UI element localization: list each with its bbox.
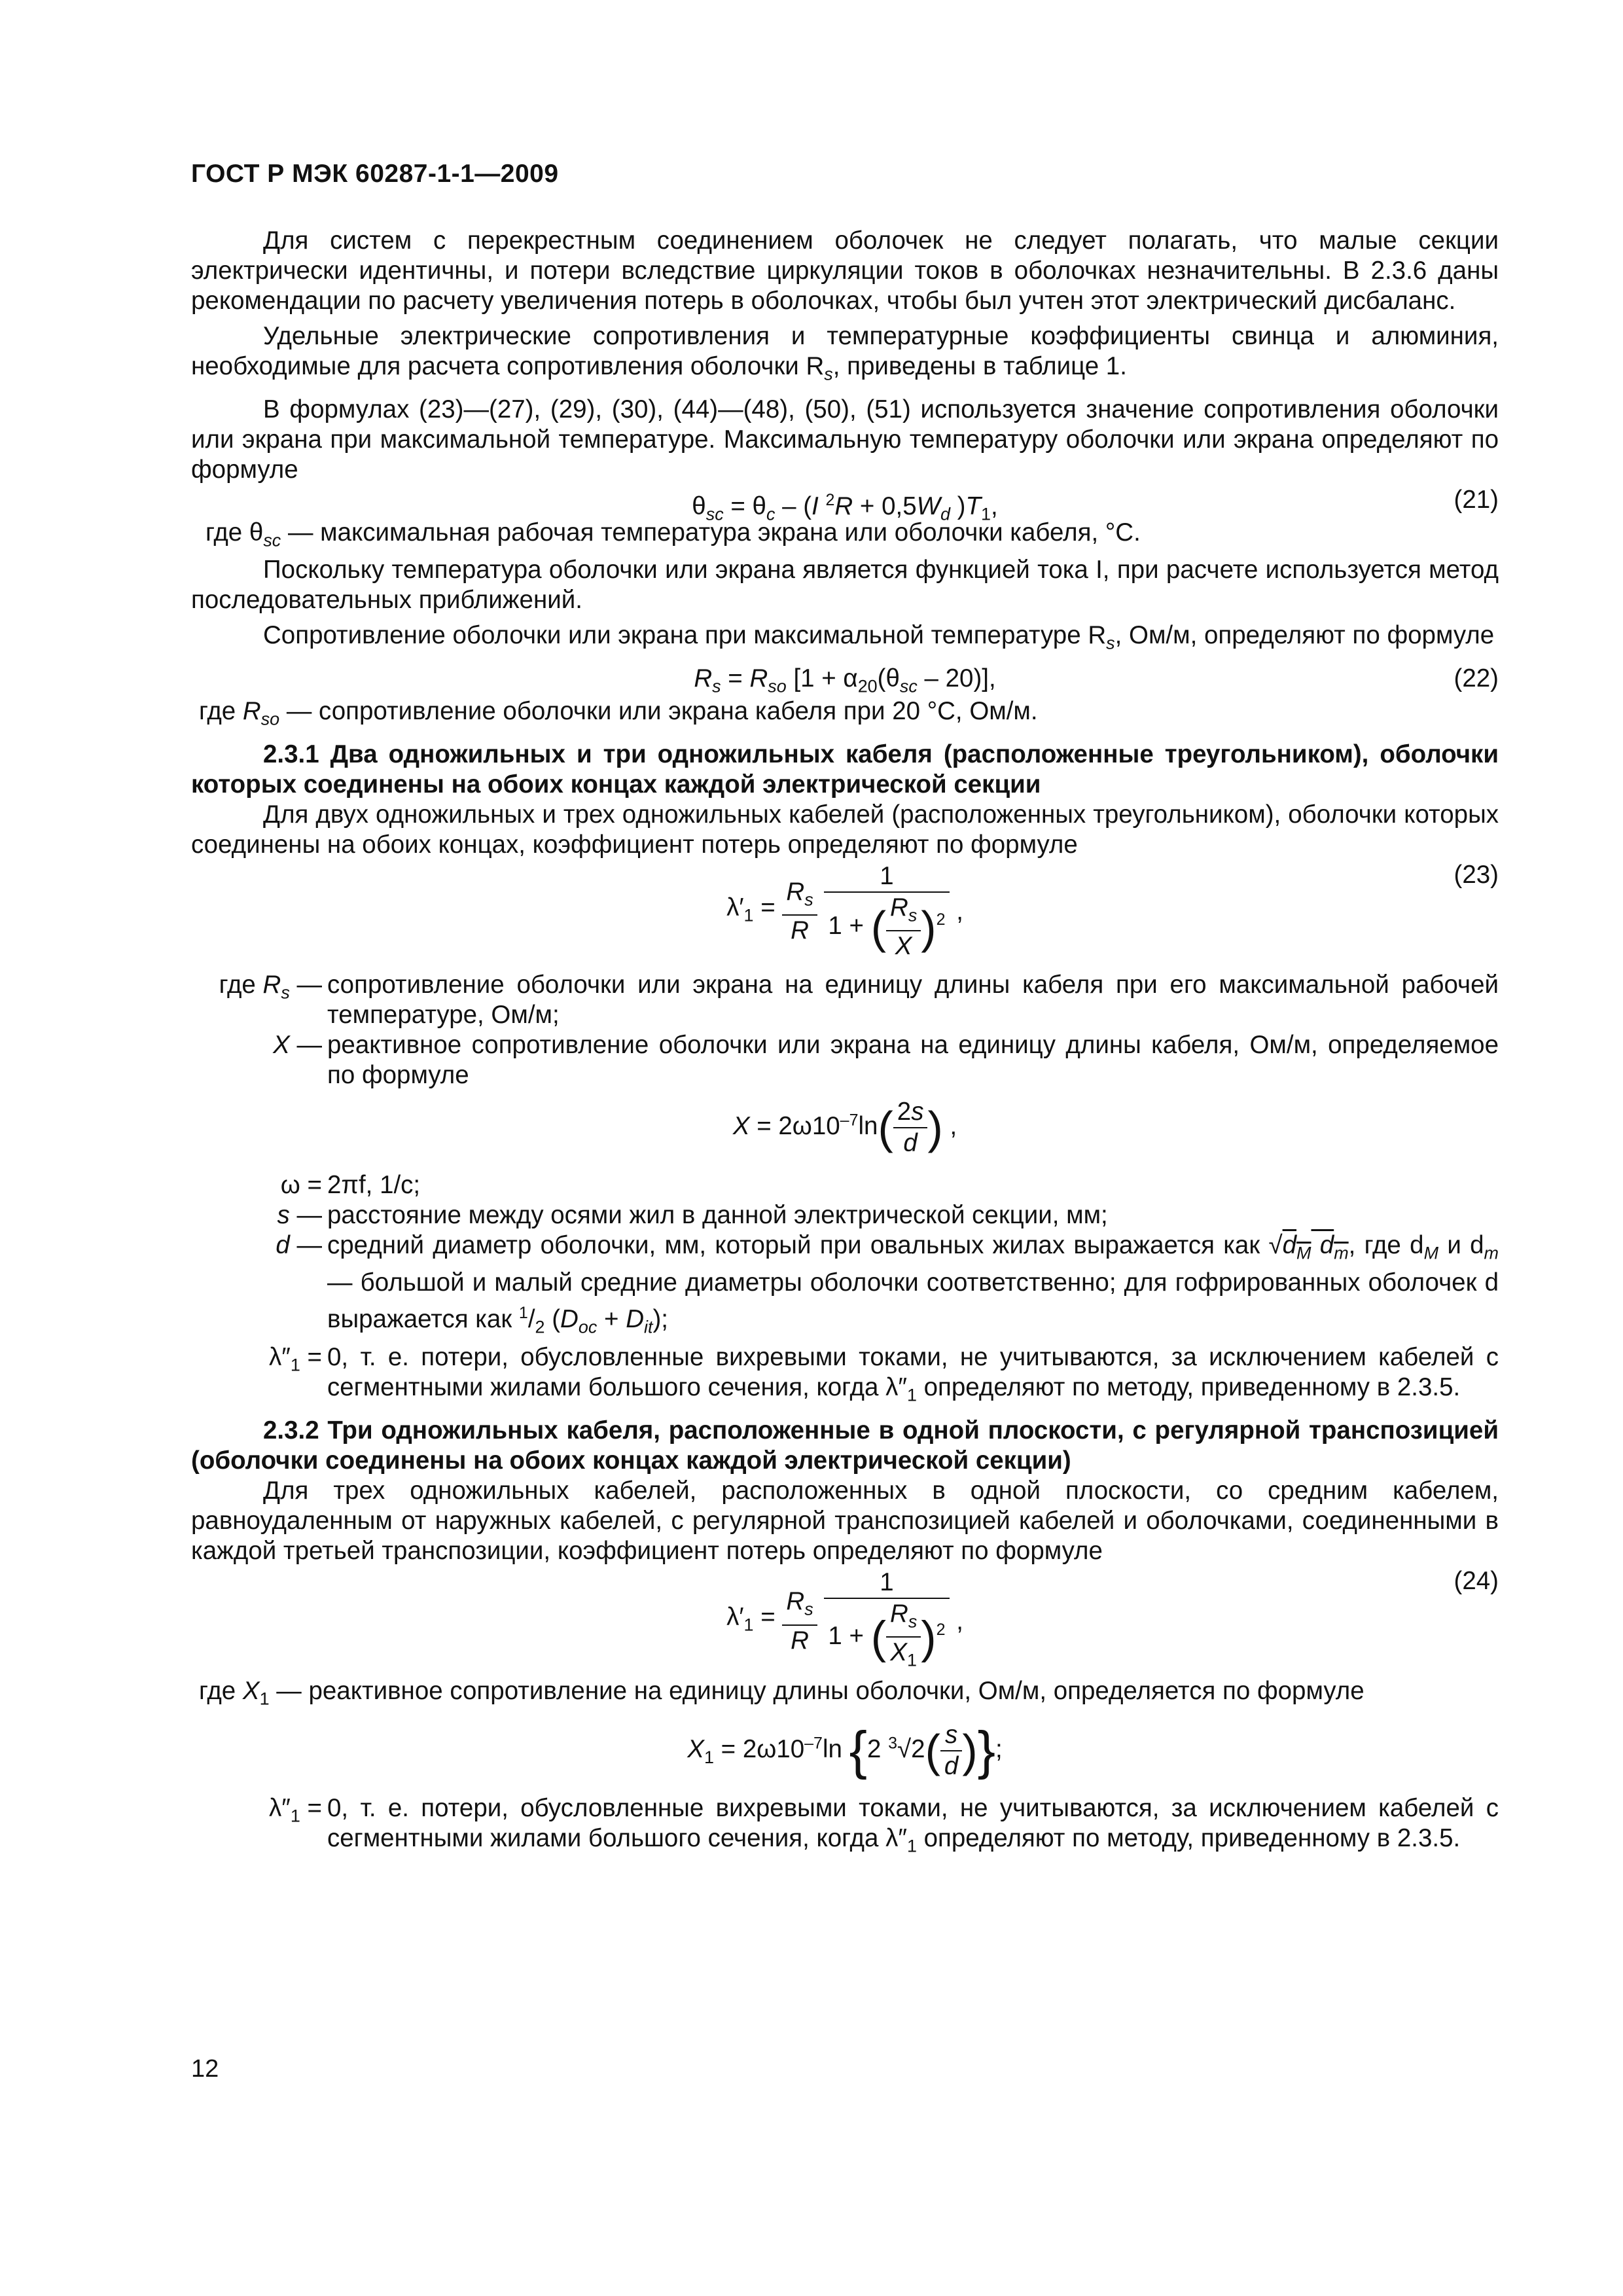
section-heading-2-3-2: 2.3.2 Три одножильных кабеля, расположенные в одной плоскости, с регулярной транспозицией (оболочки соединены на обоих концах каждой электрической секции)	[191, 1416, 1499, 1475]
formula-x: $X = 2\omega 10^{-7}\ln$( $\frac{2s}{d}$ ) ,	[732, 1097, 957, 1157]
paragraph: В формулах (23)—(27), (29), (30), (44)—(48), (50), (51) используется значение сопротивления оболочки или экрана при максимальной температуре. Максимальную температуру оболочки или экрана определяют по формуле	[191, 395, 1499, 484]
where-clause: где $\theta_{sc}$ — максимальная рабочая температура экрана или оболочки кабеля, °C.	[205, 518, 1141, 550]
formula-x1: $X_1 = 2\omega 10^{-7}\ln$ {2 $^3$√2( $\frac{s}{d}$ )};	[687, 1721, 1003, 1781]
definition-rs: где $R_s$ — сопротивление оболочки или экрана на единицу длины кабеля при его максимальной рабочей температуре, Ом/м;	[219, 970, 1499, 1029]
document-body	[191, 226, 1499, 1861]
paragraph: Удельные электрические сопротивления и температурные коэффициенты свинца и алюминия, необходимые для расчета сопротивления оболочки $R_s$, приведены в таблице 1.	[191, 322, 1499, 384]
definition-lambda2-b: $\lambda''_1$ = 0, т. е. потери, обусловленные вихревыми токами, не учитываются, за исключением кабелей с сегментными жилами большого сечения, когда $\lambda''_1$ определяют по методу, приведенному в 2.3.5.	[268, 1794, 1499, 1857]
definition-s: s — расстояние между осями жил в данной электрической секции, мм;	[277, 1200, 1108, 1229]
definition-d: d — средний диаметр оболочки, мм, который при овальных жилах выражается как $√d_M$ $d_m$, где $d_M$ и $d_m$ — большой и малый средние диаметры оболочки соответственно; для гофрированных оболочек d выражается как $^1/_2$ $(D_{oc} + D_{it})$;	[276, 1230, 1499, 1337]
paragraph: Для систем с перекрестным соединением оболочек не следует полагать, что малые секции электрически идентичны, и потери вследствие циркуляции токов в оболочках незначительны. В 2.3.6 даны рекомендации по расчету увеличения потерь в оболочках, чтобы был учтен этот электрический дисбаланс.	[191, 226, 1499, 315]
formula-23: $\lambda'_1$ = $\frac{R_s}{R}$ 1 1 + ( $\frac{R_s}{X}$ )$^2$ , (23)	[726, 860, 1499, 961]
formula-number: (24)	[1454, 1566, 1499, 1595]
formula-21: $\theta_{sc} = \theta_c - (I$ $^2R + 0,5W_d$ )$T_1$, (21)	[692, 485, 1499, 524]
where-clause: где $X_1$ — реактивное сопротивление на единицу длины оболочки, Ом/м, определяется по формуле	[199, 1676, 1364, 1709]
formula-number: (22)	[1454, 664, 1499, 693]
paragraph: Для двух одножильных и трех одножильных кабелей (расположенных треугольником), оболочки которых соединены на обоих концах, коэффициент потерь определяют по формуле	[191, 800, 1499, 859]
document-header: ГОСТ Р МЭК 60287-1-1—2009	[191, 160, 559, 188]
formula-22: $R_s = R_{so}$ $[1 + \alpha_{20}(\theta_{sc} - 20)]$, (22)	[694, 664, 1499, 696]
page-number: 12	[191, 2055, 219, 2083]
formula-number: (21)	[1454, 485, 1499, 514]
formula-24: $\lambda'_1$ = $\frac{R_s}{R}$ 1 1 + ( $\frac{R_s}{X_1}$ )$^2$ , (24)	[726, 1566, 1499, 1671]
section-heading-2-3-1: 2.3.1 Два одножильных и три одножильных кабеля (расположенные треугольником), оболочки которых соединены на обоих концах каждой электрической секции	[191, 740, 1499, 798]
where-clause: где $R_{so}$ — сопротивление оболочки или экрана кабеля при 20 °C, Ом/м.	[199, 697, 1038, 729]
paragraph: Для трех одножильных кабелей, расположенных в одной плоскости, со средним кабелем, равноудаленным от наружных кабелей, с регулярной транспозицией кабелей и оболочками, соединенными в каждой третьей транспозиции, коэффициент потерь определяют по формуле	[191, 1476, 1499, 1565]
definition-omega: ω = 2πf, 1/с;	[280, 1170, 421, 1199]
paragraph: Поскольку температура оболочки или экрана является функцией тока I, при расчете используется метод последовательных приближений.	[191, 556, 1499, 615]
paragraph: Сопротивление оболочки или экрана при максимальной температуре $R_s$, Ом/м, определяют по формуле	[263, 621, 1495, 654]
formula-number: (23)	[1454, 860, 1499, 889]
definition-x: X — реактивное сопротивление оболочки или экрана на единицу длины кабеля, Ом/м, определяемое по формуле	[273, 1030, 1499, 1089]
definition-lambda2: $\lambda''_1$ = 0, т. е. потери, обусловленные вихревыми токами, не учитываются, за исключением кабелей с сегментными жилами большого сечения, когда $\lambda''_1$ определяют по методу, приведенному в 2.3.5.	[268, 1342, 1499, 1405]
